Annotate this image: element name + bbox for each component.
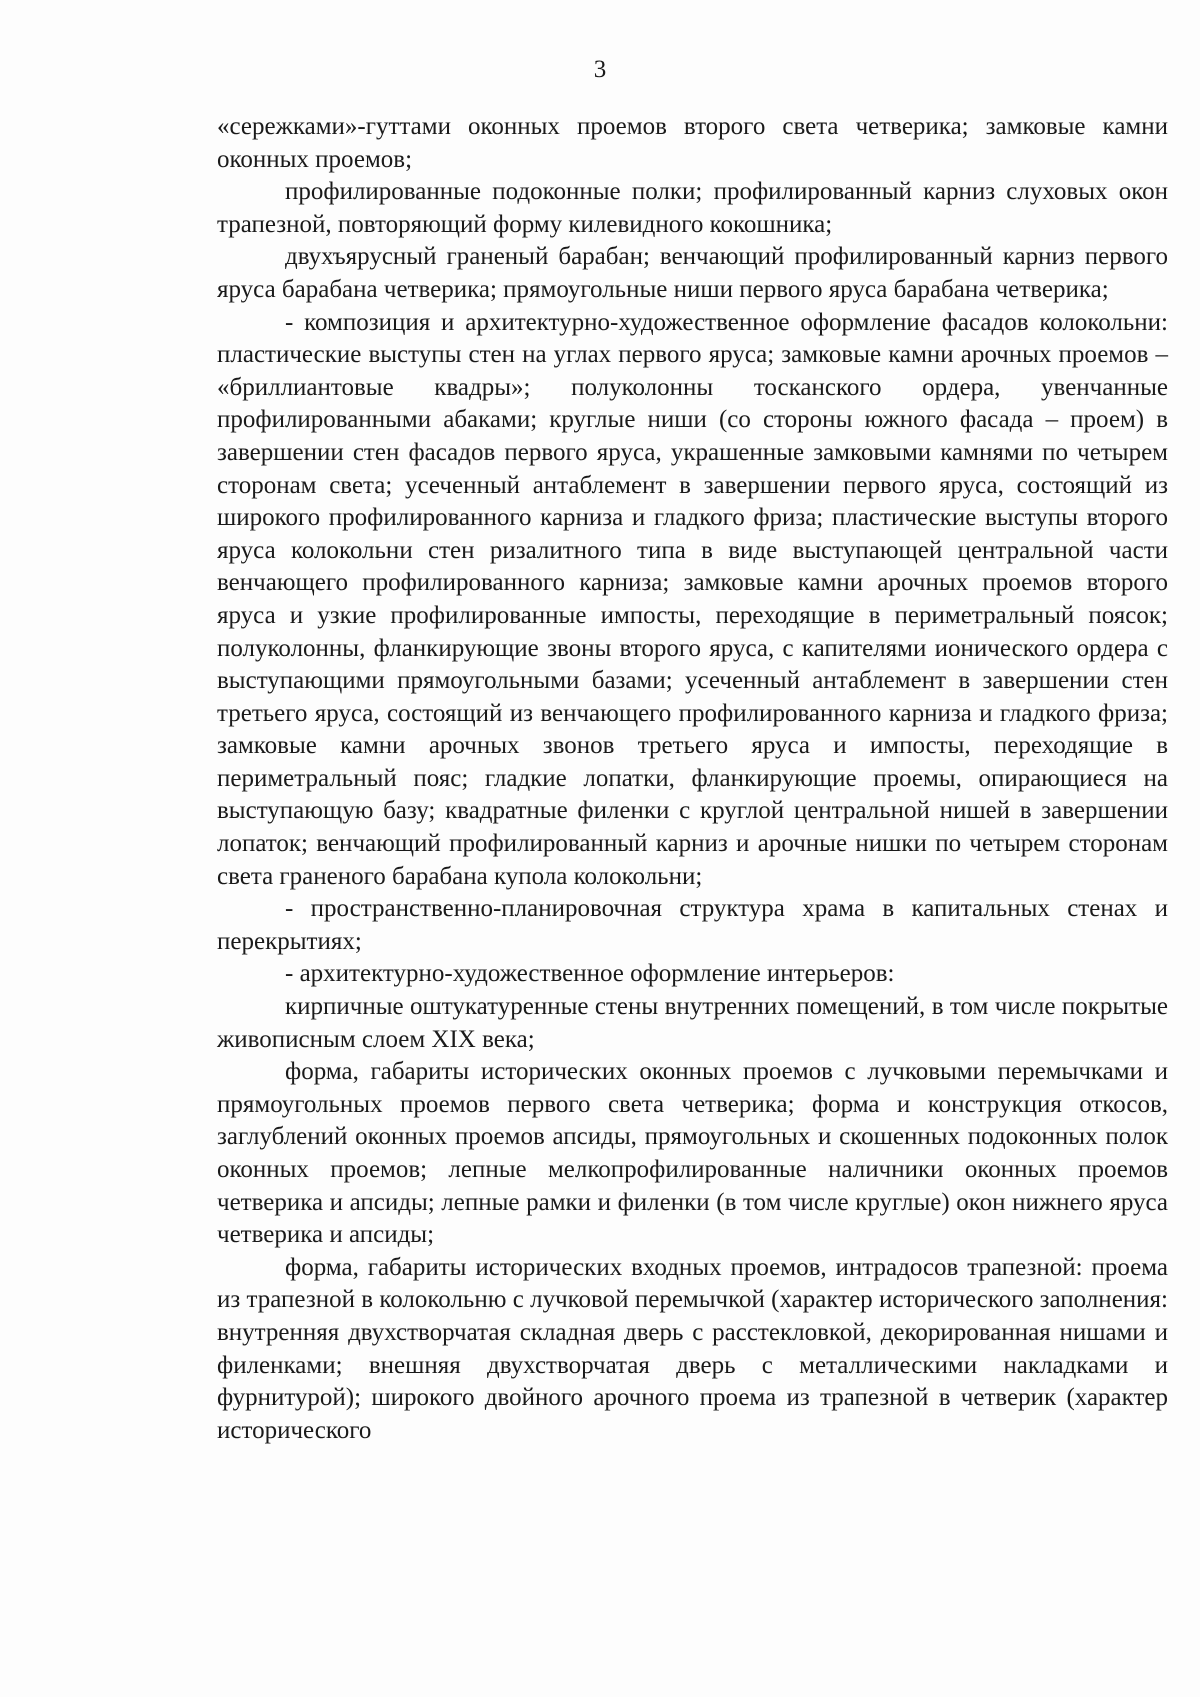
paragraph: - пространственно-планировочная структура храма в капитальных стенах и перекрытиях; — [217, 895, 1168, 955]
paragraph: форма, габариты исторических входных проемов, интрадосов трапезной: проема из трапезной в колокольню с лучковой перемычкой (характер исторического заполнения: внутренняя двухстворчатая складная дверь с расстекловкой, декорированная нишами и филенками; внешняя двухстворчатая дверь с металлическими накладками и фурнитурой); широкого двойного арочного проема из трапезной в четверик (характер исторического — [217, 1253, 1168, 1444]
paragraph: «сережками»-гуттами оконных проемов второго света четверика; замковые камни оконных проемов; — [217, 113, 1168, 173]
paragraph: двухъярусный граненый барабан; венчающий профилированный карниз первого яруса барабана четверика; прямоугольные ниши первого яруса барабана четверика; — [217, 243, 1168, 303]
paragraph: - композиция и архитектурно-художественное оформление фасадов колокольни: пластические выступы стен на углах первого яруса; замковые камни арочных проемов – «бриллиантовые квадры»; полуколонны тосканского ордера, увенчанные профилированными абаками; круглые ниши (со стороны южного фасада – проем) в завершении стен фасадов первого яруса, украшенные замковыми камнями по четырем сторонам света; усеченный антаблемент в завершении первого яруса, состоящий из широкого профилированного карниза и гладкого фриза; пластические выступы второго яруса колокольни стен ризалитного типа в виде выступающей центральной части венчающего профилированного карниза; замковые камни арочных проемов второго яруса и узкие профилированные импосты, переходящие в периметральный поясок; полуколонны, фланкирующие звоны второго яруса, с капителями ионического ордера с выступающими прямоугольными базами; усеченный антаблемент в завершении стен третьего яруса, состоящий из венчающего профилированного карниза и гладкого фриза; замковые камни арочных звонов третьего яруса и импосты, переходящие в периметральный пояс; гладкие лопатки, фланкирующие проемы, опирающиеся на выступающую базу; квадратные филенки с круглой центральной нишей в завершении лопаток; венчающий профилированный карниз и арочные нишки по четырем сторонам света граненого барабана купола колокольни; — [217, 308, 1168, 890]
paragraph: кирпичные оштукатуренные стены внутренних помещений, в том числе покрытые живописным слоем XIX века; — [217, 993, 1168, 1053]
paragraph: профилированные подоконные полки; профилированный карниз слуховых окон трапезной, повторяющий форму килевидного кокошника; — [217, 178, 1168, 238]
paragraph: форма, габариты исторических оконных проемов с лучковыми перемычками и прямоугольных проемов первого света четверика; форма и конструкция откосов, заглублений оконных проемов апсиды, прямоугольных и скошенных подоконных полок оконных проемов; лепные мелкопрофилированные наличники оконных проемов четверика и апсиды; лепные рамки и филенки (в том числе круглые) окон нижнего яруса четверика и апсиды; — [217, 1058, 1168, 1249]
page-number: 3 — [593, 56, 607, 83]
document-body — [217, 111, 1168, 1447]
paragraph: - архитектурно-художественное оформление интерьеров: — [285, 960, 895, 988]
